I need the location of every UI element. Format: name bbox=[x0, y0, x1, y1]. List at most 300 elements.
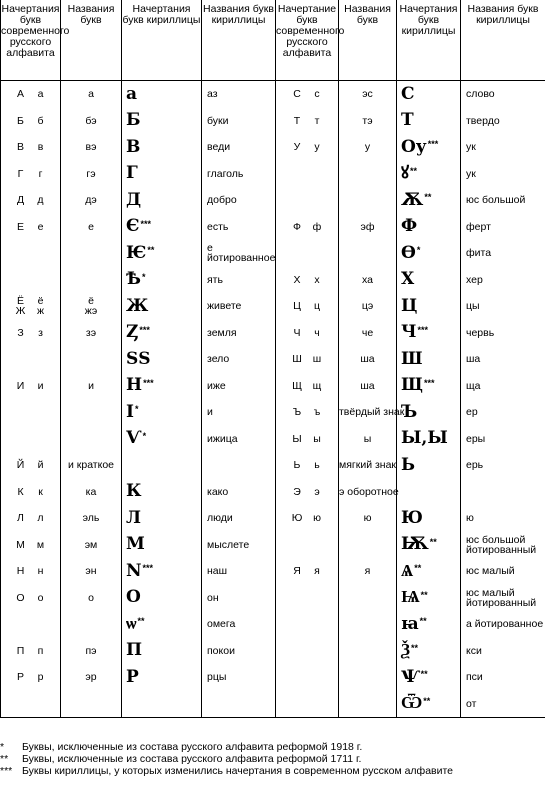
cyrillic-letter-cell bbox=[122, 426, 202, 453]
cyrillic-letter-cell-2 bbox=[397, 426, 461, 453]
cyrillic-name: зело bbox=[202, 346, 276, 373]
modern-letter-cell bbox=[1, 638, 61, 665]
header-cyrillic-letters: Начертания букв кириллицы bbox=[122, 0, 202, 81]
modern-name bbox=[61, 240, 122, 267]
modern-letter-cell-2 bbox=[276, 585, 339, 612]
cyrillic-glyph: а bbox=[126, 83, 138, 104]
cyrillic-name bbox=[202, 691, 276, 718]
footnote bbox=[0, 741, 545, 753]
modern-uppercase: Ч bbox=[293, 326, 301, 339]
modern-uppercase: Ы bbox=[292, 432, 302, 445]
cyrillic-glyph: Г bbox=[126, 163, 138, 184]
modern-uppercase: М bbox=[16, 538, 25, 551]
modern-uppercase: Л bbox=[17, 512, 24, 525]
modern-lowercase: ц bbox=[313, 300, 320, 313]
cyrillic-letter-cell-2 bbox=[397, 558, 461, 585]
table-row bbox=[1, 426, 545, 453]
cyrillic-name-2: хер bbox=[461, 267, 545, 294]
cyrillic-name: живете bbox=[202, 293, 276, 320]
modern-name-2: тэ bbox=[339, 108, 397, 135]
cyrillic-name: земля bbox=[202, 320, 276, 347]
cyrillic-letter-cell-2 bbox=[397, 452, 461, 479]
modern-letter-cell-2 bbox=[276, 505, 339, 532]
table-row bbox=[1, 293, 545, 320]
header-cyrillic-names: Названия букв кириллицы bbox=[202, 0, 276, 81]
modern-uppercase: В bbox=[16, 141, 24, 154]
cyrillic-letter-cell bbox=[122, 505, 202, 532]
modern-letter-cell-2 bbox=[276, 293, 339, 320]
cyrillic-name-2: пси bbox=[461, 664, 545, 691]
table-row bbox=[1, 81, 545, 108]
modern-letter-cell bbox=[1, 585, 61, 612]
footnote-stars: *** bbox=[423, 377, 435, 388]
cyrillic-letter-cell bbox=[122, 293, 202, 320]
cyrillic-name-2: еры bbox=[461, 426, 545, 453]
modern-lowercase: б bbox=[37, 114, 44, 127]
cyrillic-glyph: Л bbox=[126, 507, 142, 528]
cyrillic-name: е йотированное bbox=[202, 240, 276, 267]
cyrillic-letter-cell-2 bbox=[397, 240, 461, 267]
cyrillic-name: есть bbox=[202, 214, 276, 241]
footnote-stars: *** bbox=[417, 324, 429, 335]
table-row bbox=[1, 585, 545, 612]
modern-name: зэ bbox=[61, 320, 122, 347]
modern-uppercase: Э bbox=[293, 485, 301, 498]
modern-letter-cell bbox=[1, 664, 61, 691]
cyrillic-letter-cell bbox=[122, 399, 202, 426]
modern-name: и bbox=[61, 373, 122, 400]
footnote-stars: ** bbox=[429, 536, 437, 547]
cyrillic-name-2: червь bbox=[461, 320, 545, 347]
modern-name-2: цэ bbox=[339, 293, 397, 320]
footnote-mark: * bbox=[0, 741, 5, 753]
table-body bbox=[1, 81, 545, 718]
modern-letter-cell bbox=[1, 134, 61, 161]
modern-name-2: ша bbox=[339, 346, 397, 373]
cyrillic-name: глаголь bbox=[202, 161, 276, 188]
cyrillic-name: ять bbox=[202, 267, 276, 294]
modern-uppercase: Ф bbox=[293, 220, 301, 233]
footnote-stars: ** bbox=[414, 563, 422, 574]
modern-letter-cell-2 bbox=[276, 81, 339, 108]
cyrillic-letter-cell-2 bbox=[397, 267, 461, 294]
cyrillic-name bbox=[202, 452, 276, 479]
cyrillic-name-2: цы bbox=[461, 293, 545, 320]
modern-lowercase: в bbox=[37, 141, 44, 154]
modern-name: эн bbox=[61, 558, 122, 585]
footnote-stars: ** bbox=[424, 192, 432, 203]
modern-uppercase: Ш bbox=[292, 353, 302, 366]
cyrillic-letter-cell bbox=[122, 558, 202, 585]
cyrillic-name-2: ук bbox=[461, 161, 545, 188]
cyrillic-letter-cell-2 bbox=[397, 214, 461, 241]
modern-name: о bbox=[61, 585, 122, 612]
cyrillic-glyph: Ш bbox=[401, 348, 423, 369]
cyrillic-letter-cell bbox=[122, 320, 202, 347]
cyrillic-letter-cell-2 bbox=[397, 611, 461, 638]
cyrillic-name-2: юс большой йотированный bbox=[461, 532, 545, 559]
modern-uppercase: Х bbox=[293, 273, 301, 286]
modern-letter-cell-2 bbox=[276, 373, 339, 400]
modern-name bbox=[61, 611, 122, 638]
table-row bbox=[1, 187, 545, 214]
modern-letter-cell bbox=[1, 691, 61, 718]
modern-lowercase: я bbox=[314, 565, 320, 578]
cyrillic-name-2: фита bbox=[461, 240, 545, 267]
modern-lowercase: л bbox=[37, 512, 44, 525]
modern-uppercase: У bbox=[293, 141, 301, 154]
modern-letter-cell bbox=[1, 346, 61, 373]
table-row bbox=[1, 373, 545, 400]
modern-name bbox=[61, 691, 122, 718]
cyrillic-glyph: Оу bbox=[401, 136, 427, 157]
modern-name: гэ bbox=[61, 161, 122, 188]
modern-uppercase: А bbox=[16, 88, 24, 101]
cyrillic-name-2: а йотированное bbox=[461, 611, 545, 638]
footnote-stars: ** bbox=[410, 642, 418, 653]
footnote-stars: ** bbox=[420, 589, 428, 600]
cyrillic-name-2: ю bbox=[461, 505, 545, 532]
cyrillic-name: наш bbox=[202, 558, 276, 585]
footnote-stars: ** bbox=[409, 165, 417, 176]
modern-name-2: твёрдый знак bbox=[339, 399, 397, 426]
cyrillic-glyph: Ѳ bbox=[401, 242, 416, 263]
modern-lowercase: о bbox=[37, 591, 44, 604]
modern-lowercase: п bbox=[37, 644, 44, 657]
modern-name: а bbox=[61, 81, 122, 108]
modern-letter-cell-2 bbox=[276, 240, 339, 267]
footnote-stars: ** bbox=[137, 616, 145, 627]
cyrillic-glyph: С bbox=[401, 83, 415, 104]
table-row bbox=[1, 558, 545, 585]
modern-letter-cell-2 bbox=[276, 611, 339, 638]
footnote-mark: *** bbox=[0, 765, 13, 777]
cyrillic-name-2: ерь bbox=[461, 452, 545, 479]
modern-uppercase: Д bbox=[16, 194, 25, 207]
cyrillic-name-2: слово bbox=[461, 81, 545, 108]
cyrillic-glyph: В bbox=[126, 136, 141, 157]
cyrillic-letter-cell-2 bbox=[397, 187, 461, 214]
modern-uppercase: О bbox=[16, 591, 25, 604]
cyrillic-glyph: Ѧ bbox=[401, 560, 414, 581]
footnote-stars: * bbox=[416, 245, 421, 256]
cyrillic-letter-cell bbox=[122, 373, 202, 400]
modern-letter-cell bbox=[1, 161, 61, 188]
modern-name-2: ю bbox=[339, 505, 397, 532]
modern-uppercase: Г bbox=[17, 167, 24, 180]
table-row bbox=[1, 161, 545, 188]
cyrillic-glyph: Щ bbox=[401, 375, 423, 396]
table-row bbox=[1, 267, 545, 294]
modern-lowercase: щ bbox=[312, 379, 322, 392]
modern-letter-cell bbox=[1, 81, 61, 108]
cyrillic-name-2: ук bbox=[461, 134, 545, 161]
table-row bbox=[1, 320, 545, 347]
modern-name-2 bbox=[339, 585, 397, 612]
cyrillic-letter-cell-2 bbox=[397, 293, 461, 320]
footnote-stars: ** bbox=[419, 616, 427, 627]
cyrillic-name: иже bbox=[202, 373, 276, 400]
modern-lowercase: а bbox=[37, 88, 44, 101]
modern-letter-cell-2 bbox=[276, 346, 339, 373]
cyrillic-letter-cell-2 bbox=[397, 320, 461, 347]
modern-letter-cell bbox=[1, 611, 61, 638]
modern-name bbox=[61, 267, 122, 294]
cyrillic-letter-cell bbox=[122, 611, 202, 638]
modern-letter-cell-2 bbox=[276, 426, 339, 453]
modern-name-2: ша bbox=[339, 373, 397, 400]
cyrillic-glyph: Ѱ bbox=[401, 666, 420, 687]
cyrillic-name-2: юс малый bbox=[461, 558, 545, 585]
cyrillic-letter-cell bbox=[122, 240, 202, 267]
footnote-text: Буквы, исключенные из состава русского алфавита реформой 1711 г. bbox=[22, 753, 362, 765]
header-cyrillic-names-2: Названия букв кириллицы bbox=[461, 0, 545, 81]
cyrillic-letter-cell bbox=[122, 108, 202, 135]
modern-letter-cell bbox=[1, 187, 61, 214]
cyrillic-glyph: Ѿ bbox=[401, 693, 423, 714]
footnote-text: Буквы, исключенные из состава русского алфавита реформой 1918 г. bbox=[22, 741, 363, 753]
footnote-stars: *** bbox=[139, 324, 150, 335]
modern-letter-cell-2 bbox=[276, 479, 339, 506]
cyrillic-name: аз bbox=[202, 81, 276, 108]
modern-letter-cell-2 bbox=[276, 399, 339, 426]
modern-lowercase: ш bbox=[312, 353, 322, 366]
modern-letter-cell bbox=[1, 240, 61, 267]
cyrillic-name: како bbox=[202, 479, 276, 506]
modern-uppercase: И bbox=[16, 379, 25, 392]
cyrillic-glyph: Ь bbox=[401, 454, 416, 475]
cyrillic-glyph: N bbox=[126, 560, 142, 581]
header-modern-letters: Начертания букв современного русского алфавита bbox=[1, 0, 61, 81]
modern-uppercase: К bbox=[17, 485, 24, 498]
footnote-stars: * bbox=[134, 404, 139, 415]
header-modern-letters-2: Начертание букв современного русского алфавита bbox=[276, 0, 339, 81]
cyrillic-letter-cell bbox=[122, 638, 202, 665]
modern-name-2 bbox=[339, 638, 397, 665]
cyrillic-glyph: ЅЅ bbox=[126, 348, 151, 369]
modern-name: эль bbox=[61, 505, 122, 532]
cyrillic-name: добро bbox=[202, 187, 276, 214]
cyrillic-letter-cell bbox=[122, 161, 202, 188]
cyrillic-glyph: Є bbox=[126, 216, 140, 237]
modern-lowercase: к bbox=[38, 485, 43, 498]
cyrillic-glyph: Ц bbox=[401, 295, 418, 316]
cyrillic-glyph: Ж bbox=[126, 295, 149, 316]
modern-uppercase: Ъ bbox=[292, 406, 302, 419]
cyrillic-name-2: юс малый йотированный bbox=[461, 585, 545, 612]
modern-name-2: ха bbox=[339, 267, 397, 294]
modern-name-2 bbox=[339, 664, 397, 691]
cyrillic-letter-cell bbox=[122, 479, 202, 506]
modern-lowercase: ю bbox=[313, 512, 321, 525]
cyrillic-letter-cell bbox=[122, 585, 202, 612]
modern-letter-cell bbox=[1, 267, 61, 294]
modern-letter-cell-2 bbox=[276, 134, 339, 161]
modern-lowercase: м bbox=[36, 538, 45, 551]
footnote-text: Буквы кириллицы, у которых изменились начертания в современном русском алфавите bbox=[22, 765, 454, 777]
modern-lowercase: т bbox=[314, 114, 320, 127]
cyrillic-glyph: Ѥ bbox=[126, 242, 147, 263]
cyrillic-glyph: Н bbox=[126, 375, 143, 396]
modern-lowercase: г bbox=[38, 167, 43, 180]
modern-name: вэ bbox=[61, 134, 122, 161]
modern-letter-cell bbox=[1, 558, 61, 585]
footnote-stars: *** bbox=[143, 377, 154, 388]
modern-lowercase: д bbox=[37, 194, 44, 207]
cyrillic-letter-cell-2 bbox=[397, 532, 461, 559]
cyrillic-letter-cell-2 bbox=[397, 585, 461, 612]
modern-lowercase: ф bbox=[312, 220, 322, 233]
cyrillic-name-2: от bbox=[461, 691, 545, 718]
cyrillic-glyph: І bbox=[126, 401, 134, 422]
modern-lowercase: ъ bbox=[313, 406, 321, 419]
modern-letter-cell bbox=[1, 293, 61, 320]
cyrillic-name-2: юс большой bbox=[461, 187, 545, 214]
cyrillic-name: и bbox=[202, 399, 276, 426]
table-row bbox=[1, 134, 545, 161]
modern-uppercase: Ц bbox=[293, 300, 301, 313]
cyrillic-glyph: Ѩ bbox=[401, 587, 420, 608]
cyrillic-glyph: Ѣ bbox=[126, 269, 141, 290]
cyrillic-name: омега bbox=[202, 611, 276, 638]
modern-letter-cell-2 bbox=[276, 267, 339, 294]
modern-lowercase: ы bbox=[313, 432, 321, 445]
modern-uppercase: З bbox=[17, 326, 24, 339]
modern-name: и краткое bbox=[61, 452, 122, 479]
modern-uppercase: Ь bbox=[293, 459, 301, 472]
modern-letter-cell bbox=[1, 426, 61, 453]
modern-name-2 bbox=[339, 161, 397, 188]
modern-name-2: че bbox=[339, 320, 397, 347]
cyrillic-glyph: Ю bbox=[401, 507, 423, 528]
cyrillic-name: покои bbox=[202, 638, 276, 665]
cyrillic-glyph: Б bbox=[126, 110, 141, 131]
modern-name: пэ bbox=[61, 638, 122, 665]
modern-letter-cell-2 bbox=[276, 161, 339, 188]
modern-lowercase: з bbox=[38, 326, 43, 339]
cyrillic-name-2: ша bbox=[461, 346, 545, 373]
header-modern-names-2: Названия букв bbox=[339, 0, 397, 81]
footnote bbox=[0, 753, 545, 765]
table-row bbox=[1, 691, 545, 718]
cyrillic-letter-cell bbox=[122, 691, 202, 718]
cyrillic-name-2: твердо bbox=[461, 108, 545, 135]
table-row bbox=[1, 479, 545, 506]
cyrillic-glyph: Р bbox=[126, 666, 139, 687]
cyrillic-name: люди bbox=[202, 505, 276, 532]
modern-uppercase: Ю bbox=[291, 512, 303, 525]
footnote-stars: *** bbox=[142, 563, 154, 574]
modern-name-2 bbox=[339, 532, 397, 559]
cyrillic-glyph: Ч bbox=[401, 322, 417, 343]
modern-name: бэ bbox=[61, 108, 122, 135]
modern-letter-cell-2 bbox=[276, 691, 339, 718]
cyrillic-glyph: ꙗ bbox=[401, 613, 419, 634]
cyrillic-letter-cell-2 bbox=[397, 373, 461, 400]
table-row bbox=[1, 346, 545, 373]
cyrillic-glyph: Х bbox=[401, 269, 415, 290]
modern-name: ё жэ bbox=[61, 293, 122, 320]
modern-letter-cell bbox=[1, 373, 61, 400]
cyrillic-glyph: Ѫ bbox=[401, 189, 424, 210]
cyrillic-letter-cell bbox=[122, 452, 202, 479]
footnote-stars: ** bbox=[420, 669, 428, 680]
cyrillic-name: он bbox=[202, 585, 276, 612]
modern-name bbox=[61, 399, 122, 426]
modern-lowercase: е bbox=[37, 220, 44, 233]
modern-uppercase: С bbox=[293, 88, 301, 101]
modern-uppercase: Р bbox=[16, 671, 24, 684]
cyrillic-letter-cell-2 bbox=[397, 161, 461, 188]
modern-letter-cell-2 bbox=[276, 108, 339, 135]
modern-name: е bbox=[61, 214, 122, 241]
cyrillic-glyph: Ѵ bbox=[126, 428, 142, 449]
modern-name-2: э оборотное bbox=[339, 479, 397, 506]
footnote-stars: * bbox=[141, 271, 146, 282]
modern-uppercase: Т bbox=[293, 114, 301, 127]
cyrillic-glyph: Т bbox=[401, 110, 414, 131]
header-modern-names: Названия букв bbox=[61, 0, 122, 81]
cyrillic-name: мыслете bbox=[202, 532, 276, 559]
modern-letter-cell bbox=[1, 399, 61, 426]
cyrillic-glyph: Ѭ bbox=[401, 534, 429, 555]
cyrillic-letter-cell bbox=[122, 346, 202, 373]
table-row bbox=[1, 638, 545, 665]
cyrillic-letter-cell bbox=[122, 81, 202, 108]
header-cyrillic-letters-2: Начертания букв кириллицы bbox=[397, 0, 461, 81]
table-row bbox=[1, 108, 545, 135]
modern-letter-cell-2 bbox=[276, 187, 339, 214]
header-row bbox=[1, 0, 545, 81]
modern-name: эм bbox=[61, 532, 122, 559]
cyrillic-glyph: Ѯ bbox=[401, 640, 410, 661]
modern-letter-cell-2 bbox=[276, 532, 339, 559]
cyrillic-glyph: К bbox=[126, 481, 142, 502]
modern-letter-cell-2 bbox=[276, 320, 339, 347]
modern-letter-cell-2 bbox=[276, 638, 339, 665]
footnote-stars: *** bbox=[140, 218, 152, 229]
modern-lowercase: с bbox=[314, 88, 320, 101]
modern-letter-cell bbox=[1, 505, 61, 532]
footnotes bbox=[0, 741, 545, 777]
modern-lowercase: й bbox=[37, 459, 44, 472]
footnote-stars: ** bbox=[147, 245, 155, 256]
table-row bbox=[1, 611, 545, 638]
table-row bbox=[1, 532, 545, 559]
table-row bbox=[1, 452, 545, 479]
cyrillic-letter-cell-2 bbox=[397, 346, 461, 373]
cyrillic-glyph: Ъ bbox=[401, 401, 418, 422]
cyrillic-letter-cell bbox=[122, 187, 202, 214]
modern-lowercase: ё ж bbox=[36, 295, 45, 318]
modern-lowercase: э bbox=[314, 485, 320, 498]
cyrillic-glyph: Ф bbox=[401, 216, 418, 237]
cyrillic-glyph: ꙋ bbox=[401, 163, 409, 184]
modern-lowercase: х bbox=[314, 273, 320, 286]
modern-uppercase: П bbox=[16, 644, 25, 657]
footnote bbox=[0, 765, 545, 777]
modern-lowercase: и bbox=[37, 379, 44, 392]
modern-name-2 bbox=[339, 611, 397, 638]
modern-name: ка bbox=[61, 479, 122, 506]
modern-lowercase: р bbox=[37, 671, 44, 684]
modern-uppercase: Я bbox=[293, 565, 301, 578]
modern-name-2: я bbox=[339, 558, 397, 585]
modern-letter-cell-2 bbox=[276, 452, 339, 479]
cyrillic-name: буки bbox=[202, 108, 276, 135]
cyrillic-glyph: Ȥ bbox=[126, 322, 139, 343]
cyrillic-glyph: М bbox=[126, 534, 145, 555]
